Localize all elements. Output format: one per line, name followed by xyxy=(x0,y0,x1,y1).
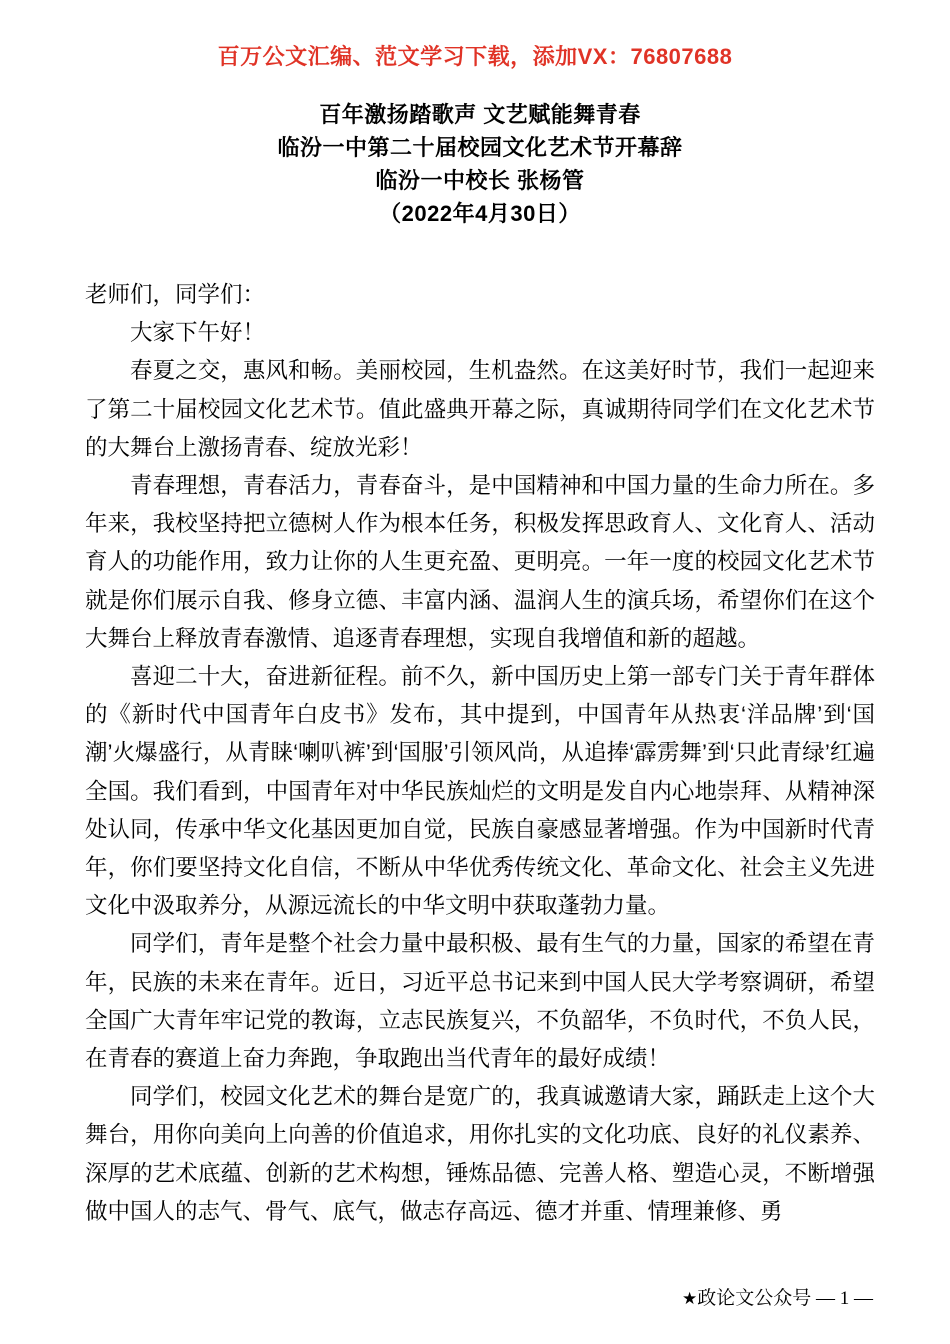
star-icon: ★ xyxy=(681,1289,698,1309)
footer-dash-right: — xyxy=(854,1288,873,1309)
salutation-line: 老师们，同学们： xyxy=(85,282,266,307)
footer-dash-left: — xyxy=(816,1288,835,1309)
paragraph-3: 喜迎二十大，奋进新征程。前不久，新中国历史上第一部专门关于青年群体的《新时代中国青年白皮书》发布，其中提到，中国青年从热衷‘洋品牌’到‘国潮’火爆盛行，从青睐‘喇叭裤’到‘国服’引领风尚，从追捧‘霹雳舞’到‘只此青绿’红遍全国。我们看到，中国青年对中华民族灿烂的文明是发自内心地崇拜、从精神深处认同，传承中华文化基因更加自觉，民族自豪感显著增强。作为中国新时代青年，你们要坚持文化自信，不断从中华优秀传统文化、革命文化、社会主义先进文化中汲取养分，从源远流长的中华文明中获取蓬勃力量。 xyxy=(85,664,875,919)
title-block xyxy=(85,98,875,230)
page-number: 1 xyxy=(839,1288,850,1309)
paragraph-2: 青春理想，青春活力，青春奋斗，是中国精神和中国力量的生命力所在。多年来，我校坚持把立德树人作为根本任务，积极发挥思政育人、文化育人、活动育人的功能作用，致力让你的人生更充盈、更明亮。一年一度的校园文化艺术节就是你们展示自我、修身立德、丰富内涵、温润人生的演兵场，希望你们在这个大舞台上释放青春激情、追逐青春理想，实现自我增值和新的超越。 xyxy=(85,473,875,651)
promo-header-text: 百万公文汇编、范文学习下载，添加VX：76807688 xyxy=(217,44,733,69)
document-author-line: 临汾一中校长 张杨管 xyxy=(375,168,585,193)
paragraph-5: 同学们，校园文化艺术的舞台是宽广的，我真诚邀请大家，踊跃走上这个大舞台，用你向美向上向善的价值追求，用你扎实的文化功底、良好的礼仪素养、深厚的艺术底蕴、创新的艺术构想，锤炼品德、完善人格、塑造心灵，不断增强做中国人的志气、骨气、底气，做志存高远、德才并重、情理兼修、勇 xyxy=(85,1084,875,1224)
document-date-line: （2022年4月30日） xyxy=(379,201,581,226)
page-footer xyxy=(0,1283,950,1310)
footer-brand-label: 政论文公众号 xyxy=(697,1288,812,1309)
document-title-line-1: 百年激扬踏歌声 文艺赋能舞青春 xyxy=(319,102,641,127)
paragraph-4: 同学们，青年是整个社会力量中最积极、最有生气的力量，国家的希望在青年，民族的未来在青年。近日，习近平总书记来到中国人民大学考察调研，希望全国广大青年牢记党的教诲，立志民族复兴，不负韶华，不负时代，不负人民，在青春的赛道上奋力奔跑，争取跑出当代青年的最好成绩！ xyxy=(85,931,875,1072)
document-title-line-2: 临汾一中第二十届校园文化艺术节开幕辞 xyxy=(277,135,683,160)
greeting-line: 大家下午好！ xyxy=(130,320,266,346)
paragraph-1: 春夏之交，惠风和畅。美丽校园，生机盎然。在这美好时节，我们一起迎来了第二十届校园文化艺术节。值此盛典开幕之际，真诚期待同学们在文化艺术节的大舞台上激扬青春、绽放光彩！ xyxy=(85,358,875,460)
document-body xyxy=(85,276,875,1231)
